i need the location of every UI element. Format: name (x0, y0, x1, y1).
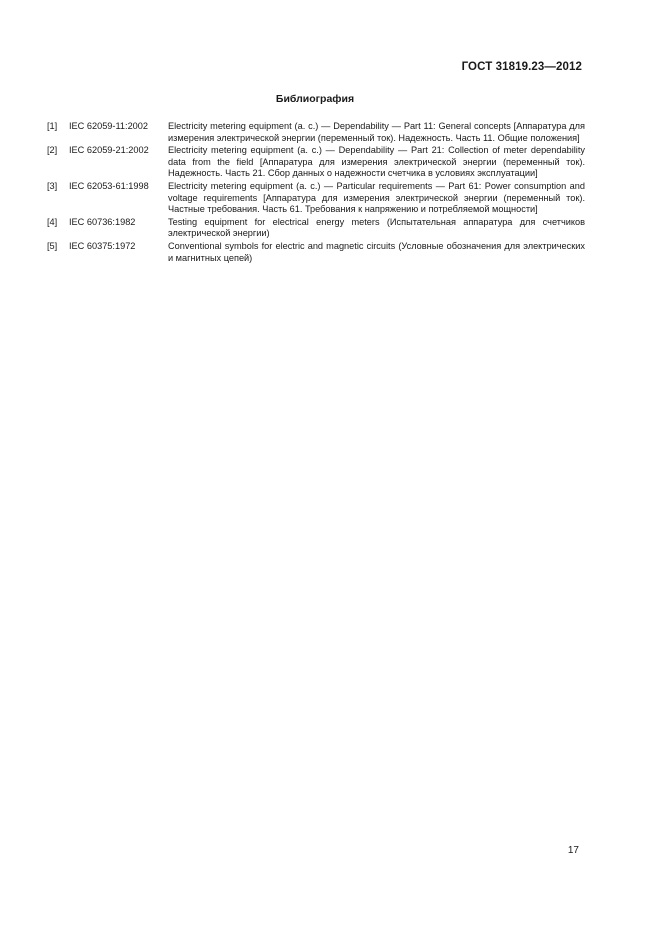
entry-number: [2] (47, 145, 58, 156)
bibliography-entry (47, 145, 585, 180)
entry-standard: IEC 60375:1972 (69, 240, 136, 251)
entry-text: Electricity metering equipment (a. c.) — Particular requirements — Part 61: Power consumption and voltage requirements [Аппаратура для измерения электрической энергии (переменный ток). Частные требования. Часть 61. Требования к напряжению и потребляемой мощности] (168, 180, 585, 215)
entry-number: [1] (47, 121, 58, 131)
bibliography-list (47, 121, 585, 265)
entry-text: Electricity metering equipment (a. c.) — Dependability — Part 11: General concepts [Аппаратура для измерения электрической энергии (переменный ток). Надежность. Часть 11. Общие положения] (168, 121, 585, 143)
entry-text: Testing equipment for electrical energy meters (Испытательная аппаратура для счетчиков электрической энергии) (168, 216, 585, 239)
entry-standard: IEC 62059-21:2002 (69, 145, 149, 156)
page-number: 17 (567, 845, 579, 856)
entry-standard: IEC 60736:1982 (69, 216, 136, 227)
entry-standard: IEC 62059-11:2002 (69, 121, 149, 131)
bibliography-entry (47, 121, 585, 144)
entry-text: Electricity metering equipment (a. c.) — Dependability — Part 21: Collection of meter dependability data from the field [Аппаратура для измерения электрической энергии (переменный ток). Надежность. Часть 21. Сбор данных о надежности счетчика в условиях эксплуатации] (168, 145, 585, 179)
entry-number: [4] (47, 216, 58, 227)
entry-number: [3] (47, 180, 58, 191)
entry-text: Conventional symbols for electric and magnetic circuits (Условные обозначения для электрических и магнитных цепей) (168, 240, 585, 263)
bibliography-entry (47, 181, 585, 216)
entry-number: [5] (47, 240, 58, 251)
bibliography-entry (47, 217, 585, 240)
bibliography-entry (47, 241, 585, 264)
section-title: Библиография (275, 93, 355, 105)
document-id: ГОСТ 31819.23—2012 (461, 61, 582, 73)
entry-standard: IEC 62053-61:1998 (69, 180, 149, 191)
